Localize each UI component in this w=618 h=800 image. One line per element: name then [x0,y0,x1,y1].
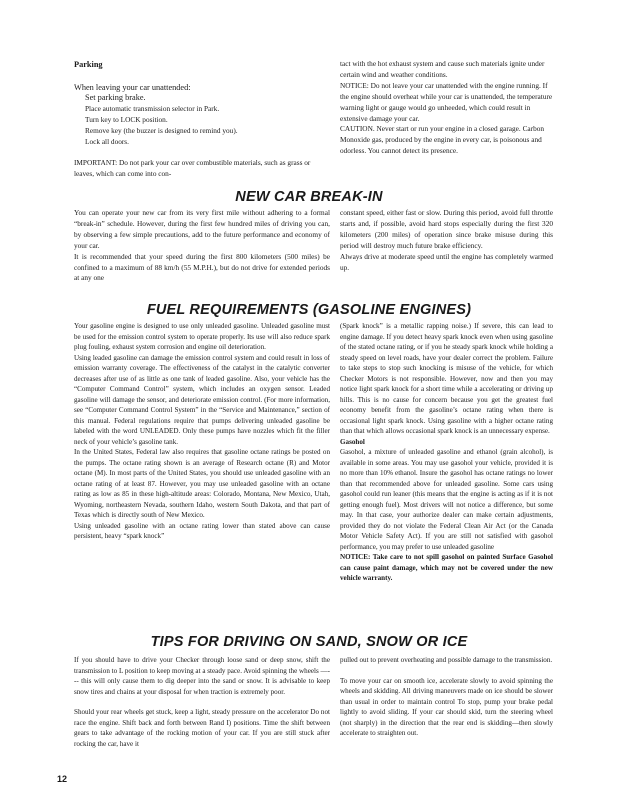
tips-title: TIPS FOR DRIVING ON SAND, SNOW OR ICE [150,634,468,650]
parking-continuation: tact with the hot exhaust system and cause such materials ignite under certain wind and weather conditions. [340,59,545,79]
parking-caution: CAUTION. Never start or run your engine in a closed garage. Carbon Monoxide gas, produced by the engine in every car, is poisonous and odorless. You cannot detect its presence. [340,124,545,156]
break-in-paragraph: You can operate your new car from its very first mile without adhering to a formal “break-in” schedule. However, during the first few hundred miles of driving you can, by observing a few simple precautions, add to the future performance and economy of your car. [74,208,330,250]
break-in-title: NEW CAR BREAK-IN [235,189,383,205]
tips-paragraph: To move your car on smooth ice, accelerate slowly to avoid spinning the wheels and skidding. All driving maneuvers made on ice should be slower than usual in order to maintain control To stop, pump your brake pedal lightly to avoid sliding. If your car should skid, turn the steering wheel (not sharply) in the direction that the rear end is skidding—then slowly accelerate to straighten out. [340,676,553,737]
tips-paragraph: If you should have to drive your Checker through loose sand or deep snow, shift the transmission to L position to keep moving at a steady pace. Avoid spinning the wheels —--- this will only cause them to dig deeper into the sand or snow. It is advisable to keep snow tires and chains at your disposal for when traction is extremely poor. [74,656,330,696]
parking-step: Set parking brake. [85,93,146,103]
fuel-title: FUEL REQUIREMENTS (GASOLINE ENGINES) [146,302,472,318]
parking-step: Lock all doors. [85,136,129,146]
parking-step: Remove key (the buzzer is designed to remind you). [85,125,238,135]
tips-paragraph: pulled out to prevent overheating and possible damage to the transmission. [340,656,553,664]
gasohol-paragraph: Gasohol, a mixture of unleaded gasoline and ethanol (grain alcohol), is available in some areas. You may use gasohol your vehicle, provided it is no more than 10% ethanol. Insure the gasohol has octane ratings no lower than that recommended above for unleaded gasoline. Some cars using gasohol could run leaner (this means that the engine is acting as if it is not getting enough fuel). Most drivers will not notice a difference, but some may. In that case, your authorize dealer can make certain adjustments, provided they do not violate the Federal Clean Air Act (or the Canada Motor Vehicle Safety Act). If you are still not satisfied with gasohol performance, you may prefer to use unleaded gasoline [340,448,553,551]
fuel-paragraph: Using unleaded gasoline with an octane rating lower than stated above can cause persistent, heavy “spark knock” [74,521,330,540]
fuel-paragraph: Your gasoline engine is designed to use only unleaded gasoline. Unleaded gasoline must be used for the emission control system to operate properly. Its use will also reduce spark plug fouling, exhaust system corrosion and engine oil deterioration. [74,322,330,351]
break-in-paragraph: Always drive at moderate speed until the engine has completely warmed up. [340,251,553,272]
break-in-paragraph: It is recommended that your speed during the first 800 kilometers (500 miles) be confined to a maximum of 88 km/h (55 M.P.H.), but do not drive for extended periods at any one [74,251,330,283]
parking-step: Turn key to LOCK position. [85,115,168,124]
fuel-paragraph: Using leaded gasoline can damage the emission control system and could result in loss of emission warranty coverage. The effectiveness of the catalyst in the catalytic converter decreases after use of as little as one tank of leaded gasoline. Also, your vehicle has the “Computer Command Control” system, which includes an oxygen sensor. Leaded gasoline will damage the sensor, and deteriorate emission control. (For more information, see “Computer Command Control System” in the “Service and Maintenance,” section of this manual. Federal regulations require that pumps delivering unleaded gasoline be labeled with the word UNLEADED. Only these pumps have nozzles which fit the filler neck of your vehicle’s gasoline tank. [74,353,330,446]
fuel-paragraph: In the United States, Federal law also requires that gasoline octane ratings be posted on the pumps. The octane rating shown is an average of Research octane (R) and Motor octane (M). In most parts of the United States, you should use unleaded gasoline with an octane rating of at least 87. However, you may use unleaded gasoline with an octane rating as low as 85 in these high-altitude areas: Colorado, Montana, New Mexico, Utah, Wyoming, northeastern Nevada, southern Idaho, western South Dakota, and that part of Texas which is directly south of New Mexico. [74,448,330,519]
parking-important: IMPORTANT: Do not park your car over combustible materials, such as grass or leaves, which can come into con- [74,158,311,178]
gasohol-notice: NOTICE: Take care to not spill gasohol on painted Surface Gasohol can cause paint damage, which may not be covered under the new vehicle warranty. [340,553,553,582]
break-in-paragraph: constant speed, either fast or slow. During this period, avoid full throttle starts and, if possible, avoid hard stops especially during the first 320 kilometers (200 miles) of operation since brake misuse during this period will destroy much future brake efficiency. [340,208,553,250]
page-number: 12 [57,774,68,784]
parking-step: Place automatic transmission selector in Park. [85,104,220,114]
parking-intro: When leaving your car unattended: [74,82,191,92]
tips-paragraph: Should your rear wheels get stuck, keep a light, steady pressure on the accelerator Do not race the engine. Shift back and forth between Rand I) positions. Time the shift between gears to take advantage of the rocking motion of your car. If you are still stuck after rocking the car, have it [74,708,330,748]
parking-title: Parking [74,60,103,69]
gasohol-title: Gasohol [340,437,365,446]
fuel-paragraph: (Spark knock” is a metallic rapping noise.) If severe, this can lead to engine damage. If you detect heavy spark knock even when using gasoline of the stated octane rating, or if you he steady spark knock while holding a steady speed on level roads, have your dealer correct the problem. Failure to take steps to stop such knocking is misuse of the vehicle, for which Checker Motors is not responsible. However, now and then you may notice light spark knock for a short time while a accelerating or driving up hills. This is no cause for concern because you get the greatest fuel economy benefit from the gasoline’s octane rating when there is occasional light spark knock. Using gasoline with a higher octane rating than that which allows occasional spark knock is an unnecessary expense. [340,322,553,435]
parking-steps [74,93,324,148]
parking-notice: NOTICE: Do not leave your car unattended with the engine running. If the engine should overheat while your car is unattended, the temperature warning light or gauge would go unheeded, which could result in extensive damage your car. [340,80,553,123]
